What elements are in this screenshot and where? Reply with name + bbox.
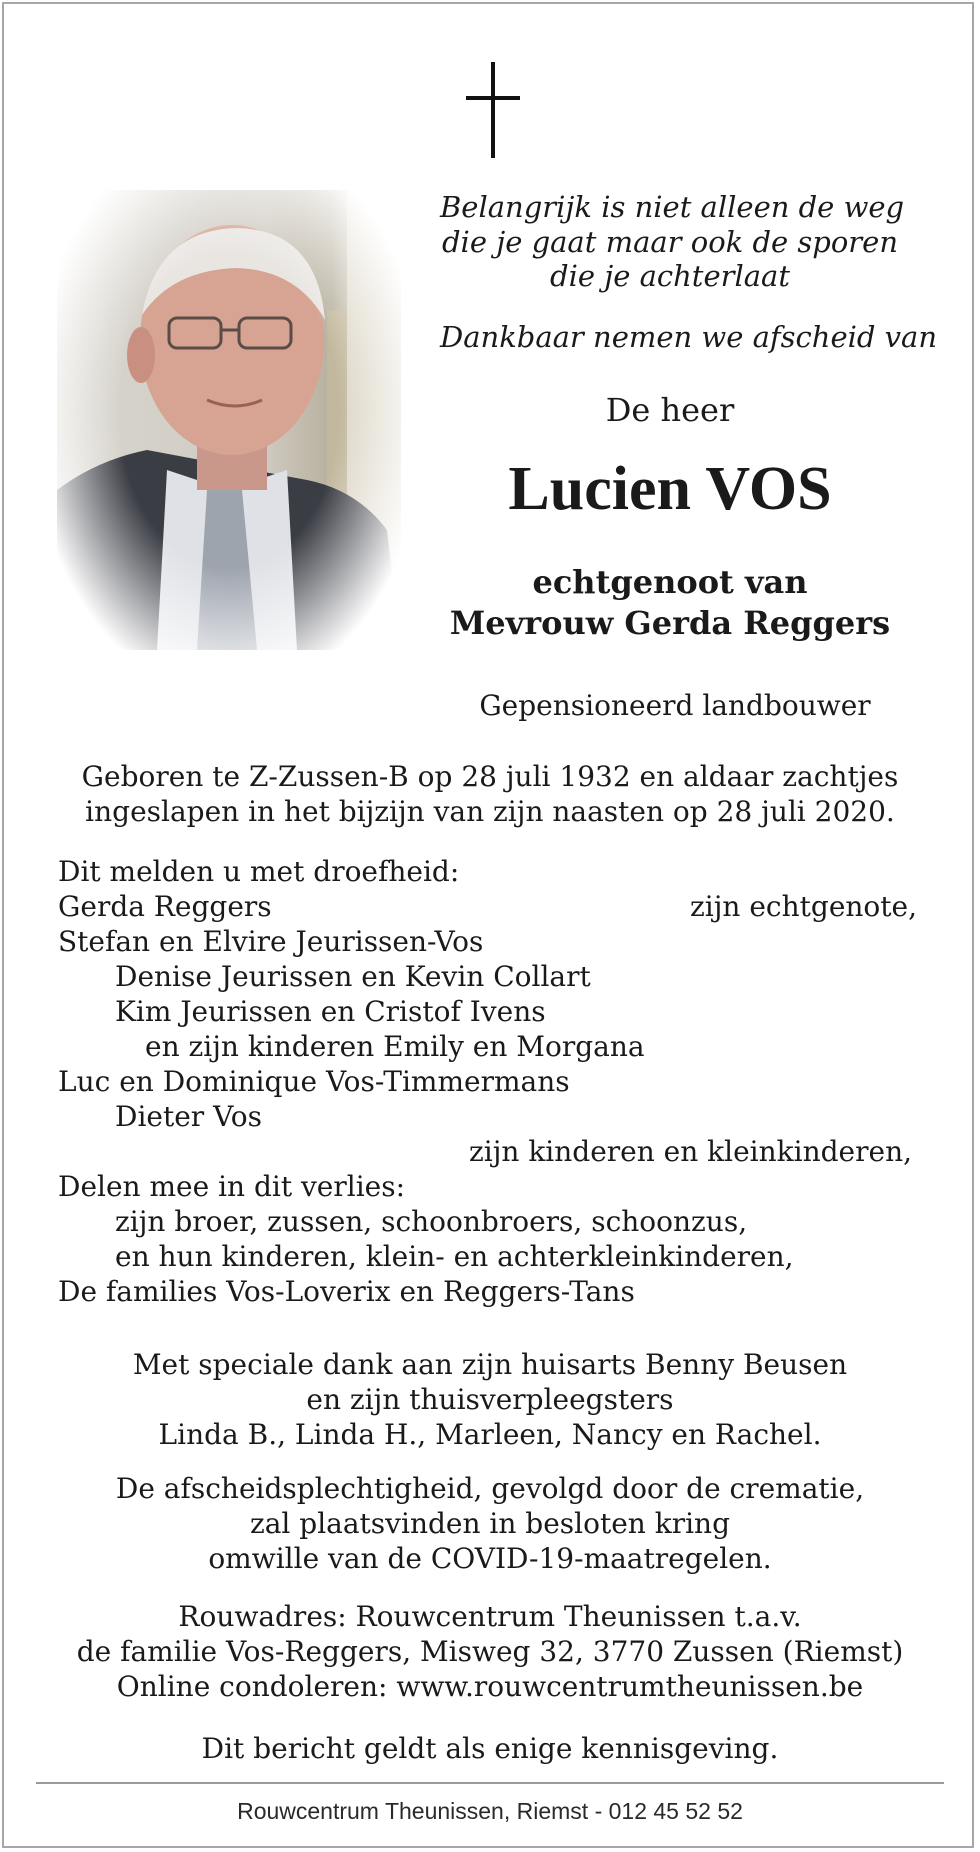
family-grandchild-1: Denise Jeurissen en Kevin Collart <box>115 960 591 993</box>
share-announce: Delen mee in dit verlies: <box>58 1170 406 1203</box>
verse-line-1: Belangrijk is niet alleen de weg <box>440 190 905 224</box>
thanks-line-2: en zijn thuisverpleegsters <box>306 1383 674 1416</box>
notice-text: Dit bericht geldt als enige kennisgeving. <box>201 1732 779 1765</box>
address-line-2: de familie Vos-Reggers, Misweg 32, 3770 Zussen (Riemst) <box>76 1635 904 1668</box>
profession: Gepensioneerd landbouwer <box>479 689 871 722</box>
birth-death-line-1: Geboren te Z-Zussen-B op 28 juli 1932 en aldaar zachtjes <box>81 760 899 793</box>
family-children-role: zijn kinderen en kleinkinderen, <box>469 1135 912 1168</box>
thanks-line-1: Met speciale dank aan zijn huisarts Benny Beusen <box>132 1348 848 1381</box>
share-line-1: zijn broer, zussen, schoonbroers, schoonzus, <box>115 1205 748 1238</box>
verse-line-2: die je gaat maar ook de sporen <box>441 225 899 259</box>
family-spouse-name: Gerda Reggers <box>58 890 272 923</box>
footer-text: Rouwcentrum Theunissen, Riemst - 012 45 52 52 <box>237 1798 743 1824</box>
family-great-grandchildren: en zijn kinderen Emily en Morgana <box>145 1030 645 1063</box>
spouse-line-2: Mevrouw Gerda Reggers <box>449 604 891 642</box>
condolence-url: Online condoleren: www.rouwcentrumtheunissen.be <box>116 1670 864 1703</box>
family-grandchild-2: Kim Jeurissen en Cristof Ivens <box>115 995 546 1028</box>
share-line-3: De families Vos-Loverix en Reggers-Tans <box>58 1275 635 1308</box>
spouse-line-1: echtgenoot van <box>532 563 808 601</box>
ceremony-line-2: zal plaatsvinden in besloten kring <box>249 1507 730 1540</box>
verse-line-3: die je achterlaat <box>550 259 790 293</box>
deceased-name: Lucien VOS <box>508 455 832 523</box>
ceremony-line-1: De afscheidsplechtigheid, gevolgd door de crematie, <box>115 1472 865 1505</box>
share-line-2: en hun kinderen, klein- en achterkleinkinderen, <box>115 1240 794 1273</box>
ceremony-line-3: omwille van de COVID-19-maatregelen. <box>208 1542 772 1575</box>
family-grandchild-3: Dieter Vos <box>115 1100 262 1133</box>
cross-icon <box>466 62 520 158</box>
family-spouse-role: zijn echtgenote, <box>690 890 917 923</box>
family-child-2: Luc en Dominique Vos-Timmermans <box>58 1065 570 1098</box>
birth-death-line-2: ingeslapen in het bijzijn van zijn naasten op 28 juli 2020. <box>85 795 895 828</box>
family-announce: Dit melden u met droefheid: <box>58 855 460 888</box>
thanks-line-3: Linda B., Linda H., Marleen, Nancy en Rachel. <box>158 1418 822 1451</box>
address-line-1: Rouwadres: Rouwcentrum Theunissen t.a.v. <box>178 1600 802 1633</box>
footer-divider <box>36 1782 944 1784</box>
portrait-photo <box>57 190 401 650</box>
intro-text: Dankbaar nemen we afscheid van <box>440 320 938 354</box>
family-child-1: Stefan en Elvire Jeurissen-Vos <box>58 925 484 958</box>
honorific: De heer <box>605 391 735 429</box>
